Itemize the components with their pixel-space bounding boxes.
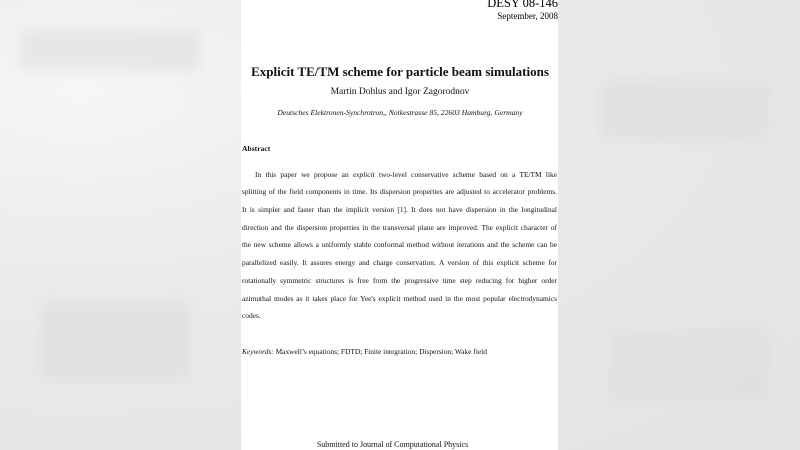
keywords-label: Keywords:: [242, 347, 274, 356]
abstract-line: azimuthal modes as it takes place for Yee's explicit method used in the most popular electrodynamics: [242, 294, 557, 303]
abstract-line: direction and the dispersion properties in the transversal plane are improved. The explicit character of: [242, 223, 557, 232]
keywords: [242, 347, 487, 356]
abstract-heading: Abstract: [242, 144, 271, 153]
report-date: September, 2008: [497, 11, 558, 21]
abstract-line: codes.: [242, 311, 261, 320]
blurred-backdrop-shape: [610, 330, 770, 400]
abstract-emphasis: explicit: [352, 170, 375, 179]
paper-title: Explicit TE/TM scheme for particle beam simulations: [251, 64, 549, 79]
abstract-line: splitting of the field components in time. Its dispersion properties are adjusted to accelerator problems.: [242, 187, 557, 196]
paper-authors: Martin Dohlus and Igor Zagorodnov: [330, 87, 470, 97]
keywords-text: Maxwell’s equations; FDTD; Finite integration; Dispersion; Wake field: [273, 347, 487, 356]
abstract-line: In this paper we propose an explicit two-level conservative scheme based on a TE/TM like: [255, 170, 557, 179]
paper-affiliation: Deutsches Elektronen-Synchrotron,, Notkestrasse 85, 22603 Hamburg, Germany: [277, 108, 523, 117]
report-number: DESY 08-146: [487, 0, 558, 10]
abstract-line: rotationally symmetric structures is free from the progressive time step reducing for higher order: [242, 276, 557, 285]
submission-note: Submitted to Journal of Computational Physics: [316, 440, 469, 449]
blurred-backdrop-shape: [40, 300, 190, 380]
abstract-line: It is simpler and faster than the implicit version [1]. It does not have dispersion in the longitudinal: [242, 205, 557, 214]
abstract-line: parallelized easily. It assures energy and charge conservation. A version of this explicit scheme for: [242, 258, 557, 267]
abstract-line: the new scheme allows a uniformly stable conformal method without iterations and the scheme can be: [242, 240, 557, 249]
